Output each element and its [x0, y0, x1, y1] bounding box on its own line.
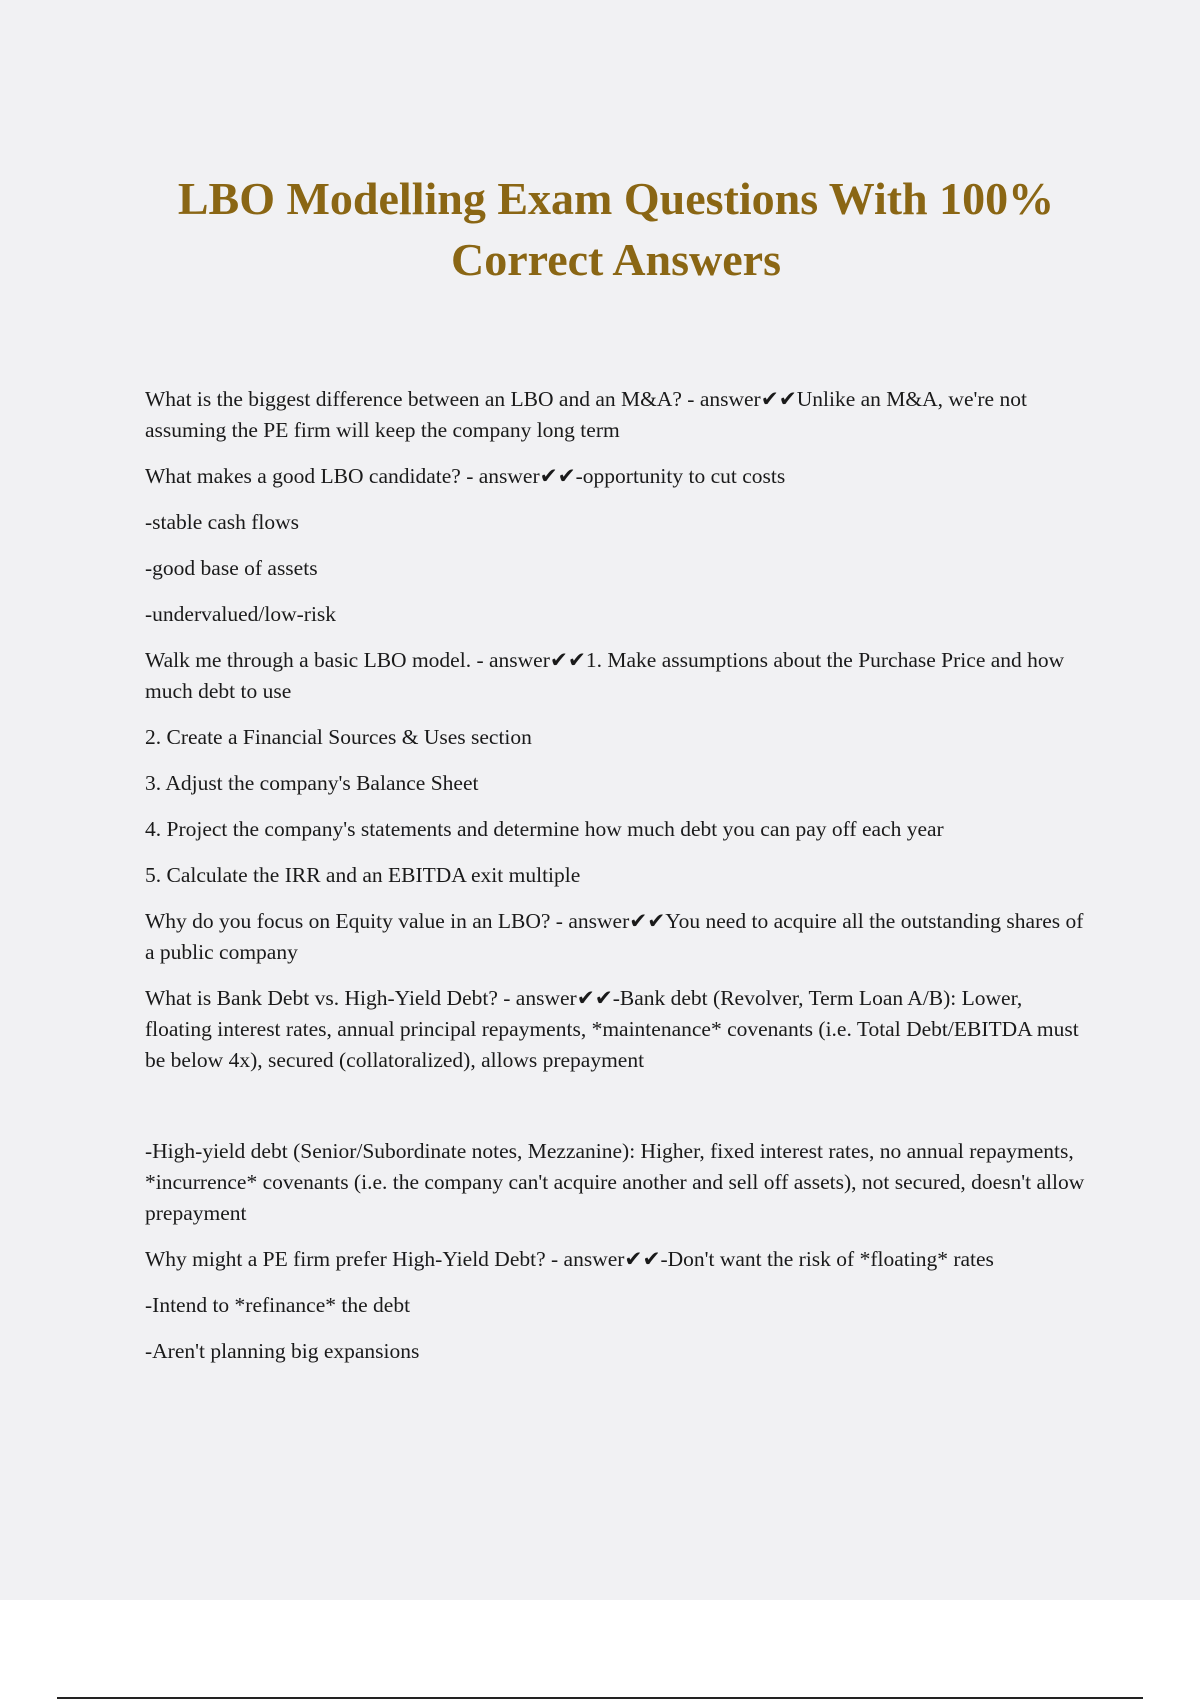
- document-title: [0, 168, 1200, 290]
- qa-paragraph: 3. Adjust the company's Balance Sheet: [145, 771, 479, 795]
- qa-paragraph: What makes a good LBO candidate? - answer✔✔-opportunity to cut costs: [145, 464, 786, 488]
- qa-paragraph: 4. Project the company's statements and determine how much debt you can pay off each year: [145, 817, 944, 841]
- qa-paragraph: Why might a PE firm prefer High-Yield Debt? - answer✔✔-Don't want the risk of *floating* rates: [145, 1247, 994, 1271]
- qa-paragraph: -good base of assets: [145, 556, 318, 580]
- document-body: [145, 384, 1090, 1382]
- qa-paragraph: 5. Calculate the IRR and an EBITDA exit multiple: [145, 863, 581, 887]
- footer-divider: [57, 1697, 1143, 1699]
- title-line-1: LBO Modelling Exam Questions With 100%: [177, 173, 1055, 224]
- qa-paragraph: Walk me through a basic LBO model. - answer✔✔1. Make assumptions about the Purchase Price and how much debt to use: [145, 648, 1070, 703]
- qa-paragraph: What is Bank Debt vs. High-Yield Debt? - answer✔✔-Bank debt (Revolver, Term Loan A/B): Lower, floating interest rates, annual principal repayments, *maintenance* covenants (i.e. Total Debt/EBITDA must be below 4x), secured (collatoralized), allows prepayment: [145, 986, 1085, 1072]
- qa-paragraph: -stable cash flows: [145, 510, 300, 534]
- qa-paragraph: What is the biggest difference between an LBO and an M&A? - answer✔✔Unlike an M&A, we're not assuming the PE firm will keep the company long term: [145, 387, 1033, 442]
- qa-paragraph: -Intend to *refinance* the debt: [145, 1293, 411, 1317]
- qa-paragraph: 2. Create a Financial Sources & Uses section: [145, 725, 532, 749]
- qa-paragraph: -High-yield debt (Senior/Subordinate notes, Mezzanine): Higher, fixed interest rates, no annual repayments, *incurrence* covenants (i.e. the company can't acquire another and sell off assets), not secured, doesn't allow prepayment: [145, 1139, 1090, 1225]
- qa-paragraph: -Aren't planning big expansions: [145, 1339, 420, 1363]
- title-line-2: Correct Answers: [451, 234, 781, 285]
- qa-paragraph: Why do you focus on Equity value in an LBO? - answer✔✔You need to acquire all the outstanding shares of a public company: [145, 909, 1089, 964]
- qa-paragraph: -undervalued/low-risk: [145, 602, 337, 626]
